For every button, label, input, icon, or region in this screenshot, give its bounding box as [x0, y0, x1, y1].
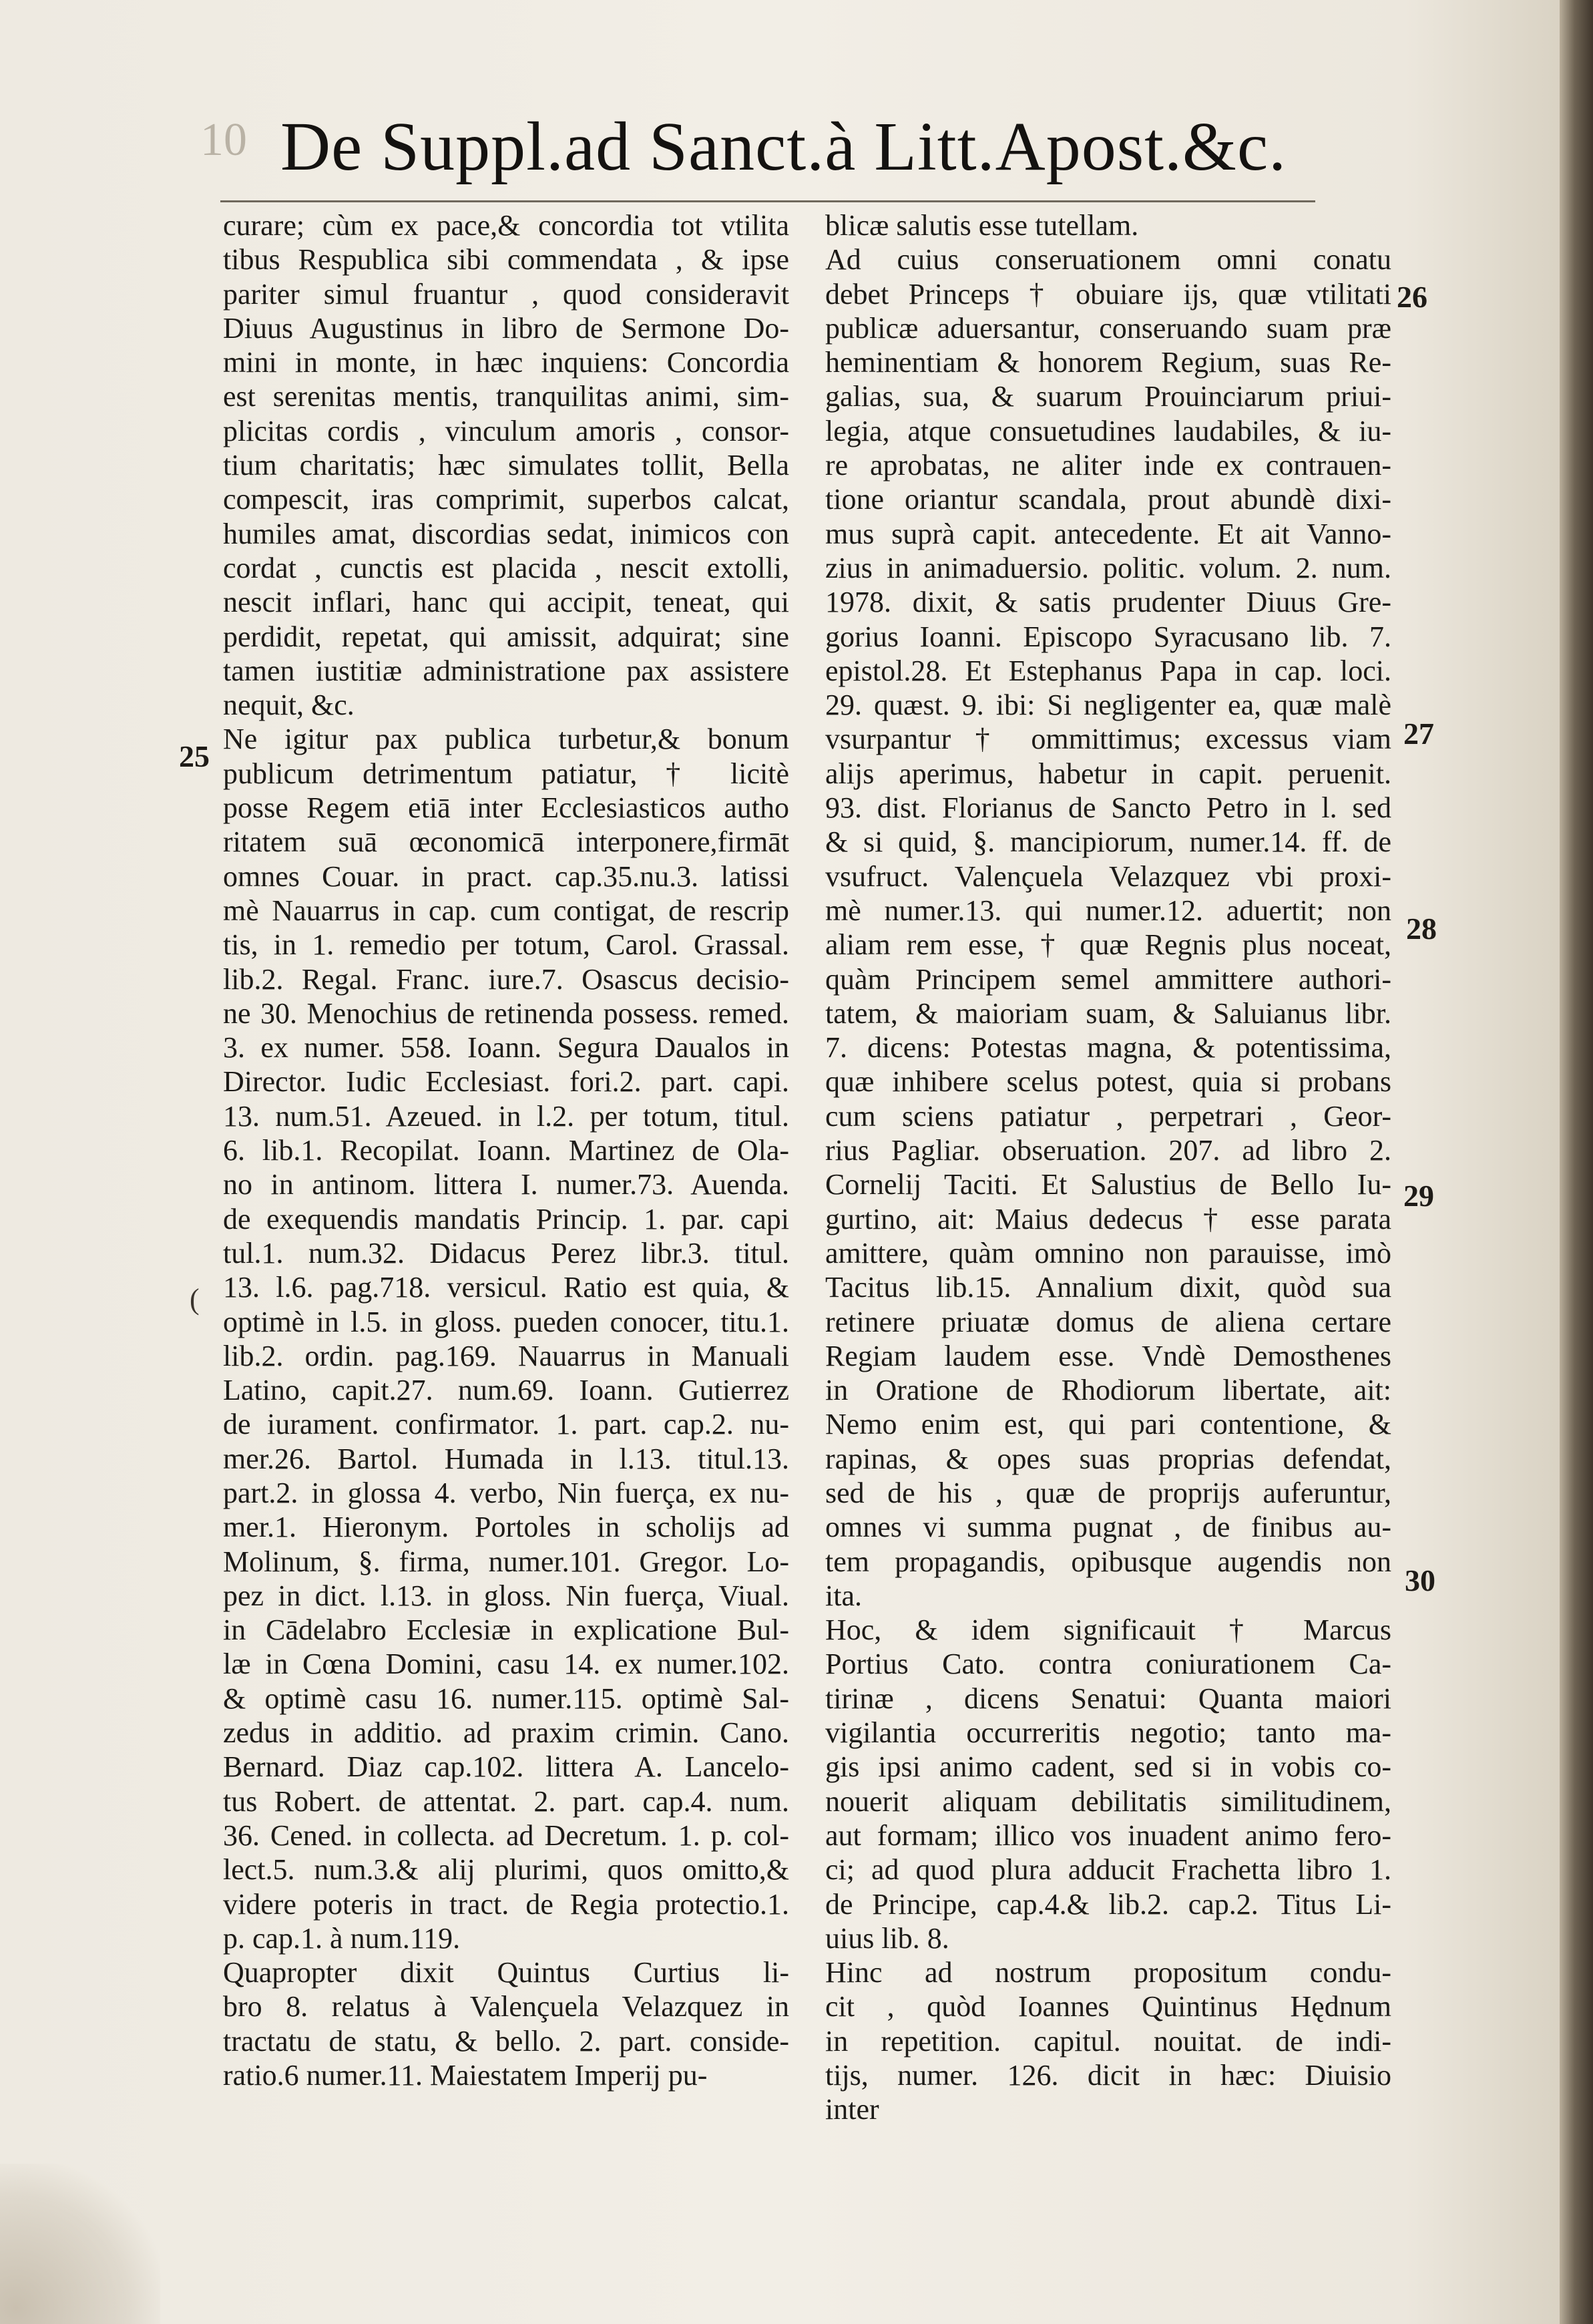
text-line: Director. Iudic Ecclesiast. fori.2. part. capi. — [223, 1065, 789, 1099]
text-line: mè Nauarrus in cap. cum contigat, de rescrip — [223, 894, 789, 927]
text-line: cum sciens patiatur , perpetrari , Geor- — [825, 1099, 1391, 1133]
text-line: legia, atque consuetudines laudabiles, & iu- — [825, 414, 1391, 447]
text-line: gurtino, ait: Maius dedecus † esse parata — [825, 1202, 1391, 1235]
text-line: ritatem suā œconomicā interponere,firmāt — [223, 825, 789, 859]
text-line: Hinc ad nostrum propositum condu- — [825, 1956, 1391, 1989]
text-line: ita. — [825, 1579, 862, 1612]
text-line: cordat , cunctis est placida , nescit extolli, — [223, 551, 789, 584]
text-line: 29. quæst. 9. ibi: Si negligenter ea, quæ malè — [825, 689, 1391, 722]
text-line: & optimè casu 16. numer.115. optimè Sal- — [223, 1682, 789, 1715]
text-line: ci; ad quod plura adducit Frachetta libro 1. — [825, 1853, 1391, 1887]
text-line: humiles amat, discordias sedat, inimicos con — [223, 517, 789, 550]
text-line: plicitas cordis , vinculum amoris , consor- — [223, 414, 789, 447]
text-line: tem propagandis, opibusque augendis non — [825, 1545, 1391, 1578]
text-line: amittere, quàm omnino non parauisse, imò — [825, 1236, 1391, 1270]
text-line: de Principe, cap.4.& lib.2. cap.2. Titus Li- — [825, 1887, 1391, 1921]
text-line: pariter simul fruantur , quod consideravit — [223, 277, 789, 311]
text-line: nequit, &c. — [223, 689, 355, 722]
text-line: in repetition. capitul. nouitat. de indi- — [825, 2024, 1391, 2058]
text-line: in Cādelabro Ecclesiæ in explicatione Bul- — [223, 1613, 789, 1647]
text-line: perdidit, repetat, qui amissit, adquirat; sine — [223, 620, 789, 653]
text-line: posse Regem etiā inter Ecclesiasticos autho — [223, 791, 789, 825]
text-line: vigilantia occurreritis negotio; tanto ma- — [825, 1716, 1391, 1750]
text-line: Molinum, §. firma, numer.101. Gregor. Lo- — [223, 1545, 789, 1578]
text-line: tis, in 1. remedio per totum, Carol. Grassal. — [223, 928, 789, 962]
text-line: Bernard. Diaz cap.102. littera A. Lancelo- — [223, 1750, 789, 1784]
text-line: 6. lib.1. Recopilat. Ioann. Martinez de Ola- — [223, 1134, 789, 1167]
text-line: debet Princeps † obuiare ijs, quæ vtilitati — [825, 277, 1391, 311]
text-line: mer.1. Hieronym. Portoles in scholijs ad — [223, 1511, 789, 1544]
text-line: gorius Ioanni. Episcopo Syracusano lib. 7. — [825, 620, 1391, 653]
text-line: lect.5. num.3.& alij plurimi, quos omitto,& — [223, 1853, 789, 1887]
margin-number-25: 25 — [179, 739, 210, 773]
text-line: lib.2. Regal. Franc. iure.7. Osascus decisio- — [223, 962, 789, 996]
text-line: curare; cùm ex pace,& concordia tot vtilita — [223, 209, 789, 242]
text-line: zius in animaduersio. politic. volum. 2. num. — [825, 551, 1391, 584]
text-line: & si quid, §. mancipiorum, numer.14. ff. de — [825, 825, 1391, 859]
text-line: sed de his , quæ de proprijs auferuntur, — [825, 1476, 1391, 1509]
text-line: tus Robert. de attentat. 2. part. cap.4. num. — [223, 1784, 789, 1818]
text-line: compescit, iras comprimit, superbos calcat, — [223, 483, 789, 516]
text-line: rapinas, & opes suas proprias defendat, — [825, 1442, 1391, 1475]
text-line: ne 30. Menochius de retinenda possess. remed. — [223, 996, 789, 1030]
text-line: tractatu de statu, & bello. 2. part. conside- — [223, 2024, 789, 2058]
margin-number-28: 28 — [1406, 912, 1437, 946]
text-line: blicæ salutis esse tutellam. — [825, 209, 1139, 242]
text-line: 3. ex numer. 558. Ioann. Segura Daualos in — [223, 1031, 789, 1064]
text-line: Ne igitur pax publica turbetur,& bonum — [223, 723, 789, 756]
margin-number-26: 26 — [1397, 280, 1427, 314]
text-line: tibus Respublica sibi commendata , & ipse — [223, 243, 789, 276]
text-line: optimè in l.5. in gloss. pueden conocer, titu.1. — [223, 1305, 789, 1338]
text-line: de exequendis mandatis Princip. 1. par. capi — [223, 1202, 789, 1235]
running-head-title: De Suppl.ad Sanct.à Litt.Apost.&c. — [280, 108, 1287, 185]
text-line: 13. l.6. pag.718. versicul. Ratio est quia, & — [223, 1271, 789, 1304]
text-line: omnes vi summa pugnat , de finibus au- — [825, 1511, 1391, 1544]
text-line: Portius Cato. contra coniurationem Ca- — [825, 1648, 1391, 1681]
text-line: publicum detrimentum patiatur, † licitè — [223, 757, 789, 790]
left-text-column — [223, 208, 789, 2092]
page-marker: 10 — [200, 114, 247, 166]
text-line: bro 8. relatus à Valençuela Velazquez in — [223, 1990, 789, 2023]
text-line: 1978. dixit, & satis prudenter Diuus Gre- — [825, 586, 1391, 619]
text-line: tirinæ , dicens Senatui: Quanta maiori — [825, 1682, 1391, 1715]
text-line: uius lib. 8. — [825, 1921, 949, 1955]
text-line: Ad cuius conseruationem omni conatu — [825, 243, 1391, 276]
text-line: vsurpantur † ommittimus; excessus viam — [825, 723, 1391, 756]
margin-number-29: 29 — [1403, 1179, 1434, 1213]
paper-stain — [0, 2164, 160, 2324]
text-line: epistol.28. Et Estephanus Papa in cap. loci. — [825, 654, 1391, 687]
header-rule — [220, 200, 1315, 202]
text-line: quæ inhibere scelus potest, quia si probans — [825, 1065, 1391, 1099]
text-line: Tacitus lib.15. Annalium dixit, quòd sua — [825, 1271, 1391, 1304]
text-line: ratio.6 numer.11. Maiestatem Imperij pu- — [223, 2059, 708, 2092]
text-line: inter — [825, 2093, 879, 2126]
text-line: pez in dict. l.13. in gloss. Nin fuerça, Viual. — [223, 1579, 789, 1612]
text-line: heminentiam & honorem Regium, suas Re- — [825, 346, 1391, 379]
text-line: 93. dist. Florianus de Sancto Petro in l. sed — [825, 791, 1391, 825]
text-line: lib.2. ordin. pag.169. Nauarrus in Manuali — [223, 1339, 789, 1372]
text-line: rius Pagliar. obseruation. 207. ad libro 2. — [825, 1134, 1391, 1167]
book-spine-edge — [1560, 0, 1593, 2324]
text-line: tatem, & maioriam suam, & Saluianus libr. — [825, 996, 1391, 1030]
margin-mark: ( — [190, 1283, 200, 1316]
text-line: 13. num.51. Azeued. in l.2. per totum, titul. — [223, 1099, 789, 1133]
text-line: mus suprà capit. antecedente. Et ait Vanno- — [825, 517, 1391, 550]
text-line: re aprobatas, ne aliter inde ex contrauen- — [825, 449, 1391, 482]
text-line: 36. Cened. in collecta. ad Decretum. 1. p. col- — [223, 1818, 789, 1852]
text-line: Diuus Augustinus in libro de Sermone Do- — [223, 311, 789, 345]
text-line: Nemo enim est, qui pari contentione, & — [825, 1408, 1391, 1441]
text-line: part.2. in glossa 4. verbo, Nin fuerça, ex nu- — [223, 1476, 789, 1509]
text-line: de iurament. confirmator. 1. part. cap.2. nu- — [223, 1408, 789, 1441]
text-line: cit , quòd Ioannes Quintinus Hędnum — [825, 1990, 1391, 2023]
text-line: alijs aperimus, habetur in capit. peruenit. — [825, 757, 1391, 790]
text-line: tione oriantur scandala, prout abundè dixi- — [825, 483, 1391, 516]
text-line: p. cap.1. à num.119. — [223, 1921, 461, 1955]
text-line: mini in monte, in hæc inquiens: Concordia — [223, 346, 789, 379]
text-line: publicæ aduersantur, conseruando suam præ — [825, 311, 1391, 345]
text-line: mer.26. Bartol. Humada in l.13. titul.13. — [223, 1442, 789, 1475]
margin-number-27: 27 — [1403, 717, 1434, 751]
text-line: aliam rem esse, † quæ Regnis plus noceat, — [825, 928, 1391, 962]
text-line: videre poteris in tract. de Regia protectio.1. — [223, 1887, 789, 1921]
text-line: no in antinom. littera I. numer.73. Auenda. — [223, 1168, 789, 1201]
text-line: 7. dicens: Potestas magna, & potentissima, — [825, 1031, 1391, 1064]
text-line: zedus in additio. ad praxim crimin. Cano. — [223, 1716, 789, 1750]
text-line: tijs, numer. 126. dicit in hæc: Diuisio — [825, 2059, 1391, 2092]
text-line: Hoc, & idem significauit † Marcus — [825, 1613, 1391, 1647]
right-text-column — [825, 208, 1391, 2127]
text-line: læ in Cœna Domini, casu 14. ex numer.102. — [223, 1648, 789, 1681]
text-line: tul.1. num.32. Didacus Perez libr.3. titul. — [223, 1236, 789, 1270]
text-line: gis ipsi animo cadent, sed si in vobis co- — [825, 1750, 1391, 1784]
text-line: galias, sua, & suarum Prouinciarum priui- — [825, 380, 1391, 413]
text-line: vsufruct. Valençuela Velazquez vbi proxi- — [825, 859, 1391, 893]
text-line: Latino, capit.27. num.69. Ioann. Gutierrez — [223, 1374, 789, 1407]
text-line: est serenitas mentis, tranquilitas animi, sim- — [223, 380, 789, 413]
text-line: Regiam laudem esse. Vndè Demosthenes — [825, 1339, 1391, 1372]
text-line: tium charitatis; hæc simulates tollit, Bella — [223, 449, 789, 482]
text-line: aut formam; illico vos inuadent animo fero- — [825, 1818, 1391, 1852]
text-line: Quapropter dixit Quintus Curtius li- — [223, 1956, 789, 1989]
text-line: mè numer.13. qui numer.12. aduertit; non — [825, 894, 1391, 927]
text-line: nouerit aliquam debilitatis similitudinem, — [825, 1784, 1391, 1818]
margin-number-30: 30 — [1405, 1563, 1435, 1597]
text-line: Cornelij Taciti. Et Salustius de Bello Iu- — [825, 1168, 1391, 1201]
text-line: in Oratione de Rhodiorum libertate, ait: — [825, 1374, 1391, 1407]
text-line: nescit inflari, hanc qui accipit, teneat, qui — [223, 586, 789, 619]
text-line: tamen iustitiæ administratione pax assistere — [223, 654, 789, 687]
text-line: retinere priuatæ domus de aliena certare — [825, 1305, 1391, 1338]
text-line: omnes Couar. in pract. cap.35.nu.3. latissi — [223, 859, 789, 893]
text-line: quàm Principem semel ammittere authori- — [825, 962, 1391, 996]
